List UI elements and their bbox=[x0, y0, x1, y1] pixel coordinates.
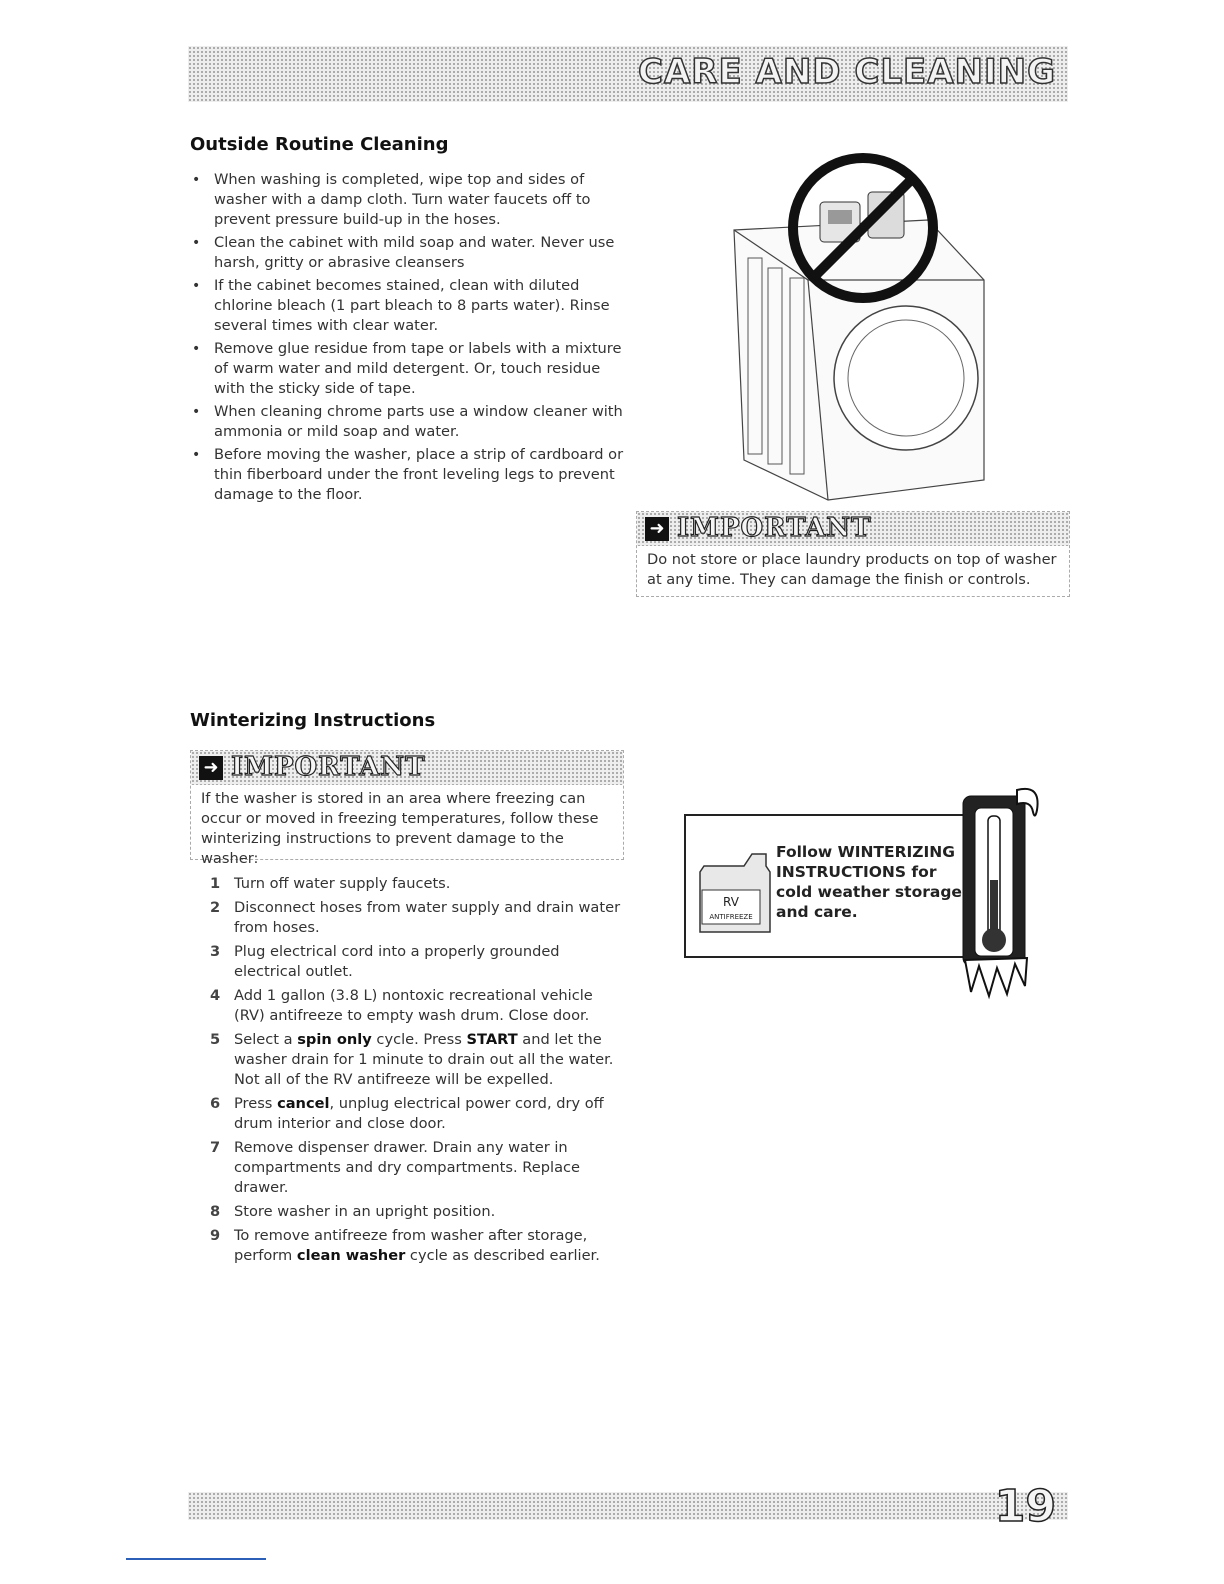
list-item: 3 Plug electrical cord into a properly grounded electrical outlet. bbox=[210, 943, 560, 980]
header-bar bbox=[188, 46, 1068, 102]
list-item: • Clean the cabinet with mild soap and water. Never use harsh, gritty or abrasive cleansers bbox=[190, 233, 630, 273]
thermometer-icon bbox=[955, 780, 1045, 1000]
jug-label-rv: RV bbox=[723, 895, 739, 909]
list-item: 1 Turn off water supply faucets. bbox=[210, 875, 451, 892]
important-text: Do not store or place laundry products on top of washer at any time. They can damage the finish or controls. bbox=[647, 551, 1057, 588]
page-number: 19 bbox=[994, 1481, 1056, 1532]
outside-cleaning-list bbox=[190, 170, 630, 508]
list-item: • Remove glue residue from tape or labels with a mixture of warm water and mild detergent. Or, touch residue with the sticky side of tape. bbox=[190, 339, 630, 399]
list-item: 9 To remove antifreeze from washer after storage, perform clean washer cycle as described earlier. bbox=[210, 1227, 600, 1264]
winterizing-callout-text: Follow WINTERIZING INSTRUCTIONS for cold weather storage and care. bbox=[776, 843, 962, 921]
footer-bar bbox=[188, 1481, 1068, 1532]
section-heading-outside: Outside Routine Cleaning bbox=[190, 134, 449, 155]
important-label: IMPORTANT bbox=[231, 752, 426, 782]
list-item: 8 Store washer in an upright position. bbox=[210, 1203, 496, 1220]
list-item: • Before moving the washer, place a strip of cardboard or thin fiberboard under the front leveling legs to prevent damage to the floor. bbox=[190, 445, 630, 505]
list-item: • When cleaning chrome parts use a window cleaner with ammonia or mild soap and water. bbox=[190, 402, 630, 442]
list-item: 7 Remove dispenser drawer. Drain any water in compartments and dry compartments. Replace drawer. bbox=[210, 1139, 581, 1196]
important-notice-storage bbox=[636, 511, 1070, 597]
section-heading-winterizing: Winterizing Instructions bbox=[190, 710, 436, 731]
important-text: If the washer is stored in an area where freezing can occur or moved in freezing temperatures, follow these winterizing instructions to prevent damage to the washer: bbox=[201, 790, 599, 867]
list-item: 2 Disconnect hoses from water supply and drain water from hoses. bbox=[210, 899, 621, 936]
important-notice-winterizing bbox=[190, 750, 624, 867]
jug-label-antifreeze: ANTIFREEZE bbox=[709, 913, 753, 921]
arrow-right-icon: ➜ bbox=[645, 517, 669, 541]
list-item: 6 Press cancel, unplug electrical power cord, dry off drum interior and close door. bbox=[210, 1095, 604, 1132]
arrow-right-icon: ➜ bbox=[199, 756, 223, 780]
list-item: • If the cabinet becomes stained, clean with diluted chlorine bleach (1 part bleach to 8 parts water). Rinse several times with clear water. bbox=[190, 276, 630, 336]
washer-no-storage-illustration bbox=[728, 150, 998, 510]
list-item: 4 Add 1 gallon (3.8 L) nontoxic recreational vehicle (RV) antifreeze to empty wash drum. Close door. bbox=[210, 987, 593, 1024]
divider bbox=[126, 1558, 266, 1560]
important-label: IMPORTANT bbox=[677, 513, 872, 543]
important-header bbox=[637, 512, 1069, 546]
important-header bbox=[191, 751, 623, 785]
list-item: • When washing is completed, wipe top and sides of washer with a damp cloth. Turn water faucets off to prevent pressure build-up in the hoses. bbox=[190, 170, 630, 230]
page-title: CARE AND CLEANING bbox=[638, 52, 1056, 92]
winterizing-steps bbox=[208, 874, 628, 1270]
list-item: 5 Select a spin only cycle. Press START and let the washer drain for 1 minute to drain out all the water. Not all of the RV antifreeze will be expelled. bbox=[210, 1031, 614, 1088]
antifreeze-jug-icon bbox=[694, 846, 774, 936]
